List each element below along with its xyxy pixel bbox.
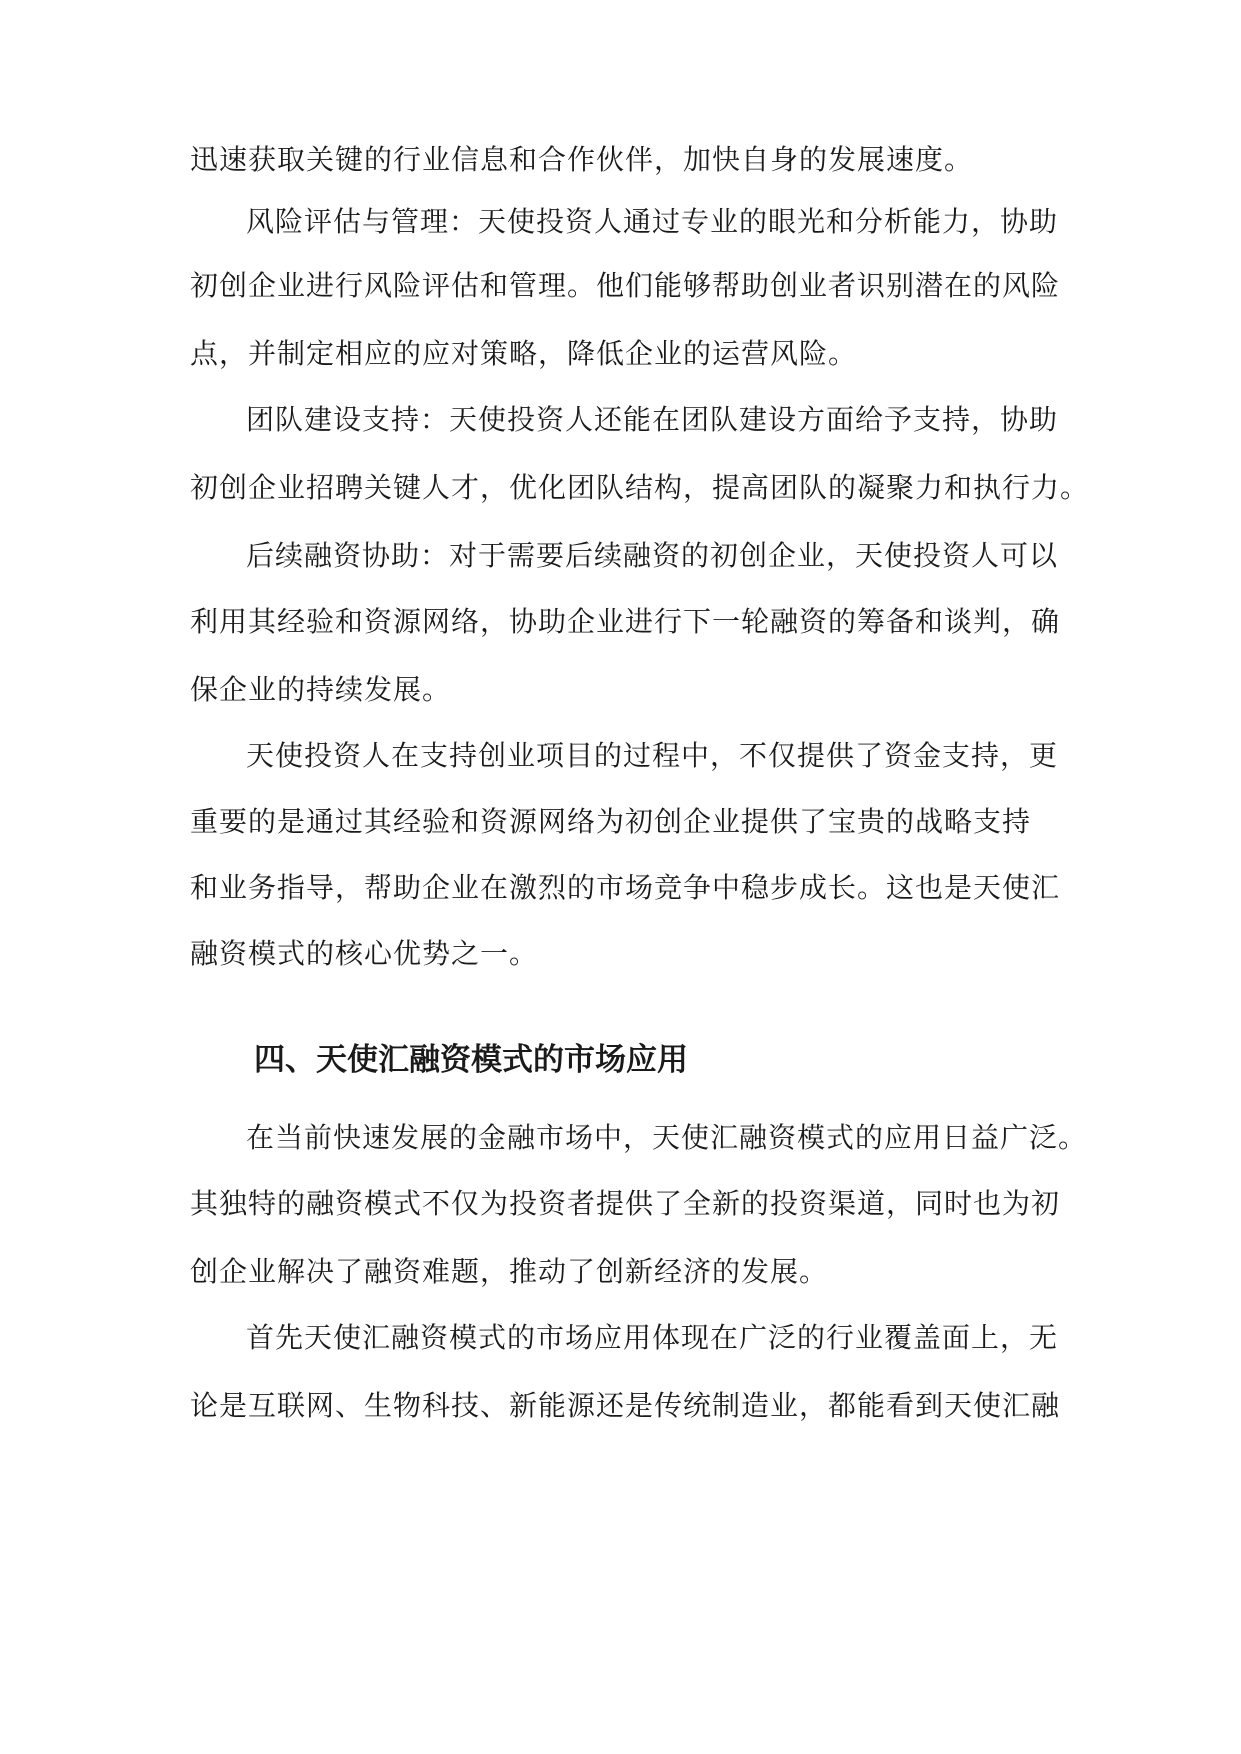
paragraph-team-support-line: 团队建设支持：天使投资人还能在团队建设方面给予支持，协助 — [246, 403, 1059, 436]
body-line: 融资模式的核心优势之一。 — [190, 937, 539, 970]
body-line: 利用其经验和资源网络，协助企业进行下一轮融资的筹备和谈判，确 — [190, 605, 1061, 638]
paragraph-industry-coverage-line: 首先天使汇融资模式的市场应用体现在广泛的行业覆盖面上，无 — [246, 1321, 1059, 1354]
body-line: 重要的是通过其经验和资源网络为初创企业提供了宝贵的战略支持 — [190, 805, 1032, 838]
body-line: 初创企业招聘关键人才，优化团队结构，提高团队的凝聚力和执行力。 — [190, 471, 1090, 504]
section-heading: 四、天使汇融资模式的市场应用 — [254, 1042, 688, 1078]
paragraph-follow-on-financing-line: 后续融资协助：对于需要后续融资的初创企业，天使投资人可以 — [246, 539, 1059, 572]
body-line: 论是互联网、生物科技、新能源还是传统制造业，都能看到天使汇融 — [190, 1389, 1061, 1422]
paragraph-summary-line: 天使投资人在支持创业项目的过程中，不仅提供了资金支持，更 — [246, 739, 1059, 772]
body-line: 创企业解决了融资难题，推动了创新经济的发展。 — [190, 1255, 829, 1288]
body-line: 点，并制定相应的应对策略，降低企业的运营风险。 — [190, 337, 858, 370]
body-line: 初创企业进行风险评估和管理。他们能够帮助创业者识别潜在的风险 — [190, 269, 1061, 302]
paragraph-risk-management-line: 风险评估与管理：天使投资人通过专业的眼光和分析能力，协助 — [246, 205, 1059, 238]
body-line: 和业务指导，帮助企业在激烈的市场竞争中稳步成长。这也是天使汇 — [190, 871, 1061, 904]
body-line: 迅速获取关键的行业信息和合作伙伴，加快自身的发展速度。 — [190, 143, 974, 176]
paragraph-market-application-line: 在当前快速发展的金融市场中，天使汇融资模式的应用日益广泛。 — [246, 1121, 1088, 1154]
body-line: 其独特的融资模式不仅为投资者提供了全新的投资渠道，同时也为初 — [190, 1187, 1061, 1220]
body-line: 保企业的持续发展。 — [190, 673, 452, 706]
